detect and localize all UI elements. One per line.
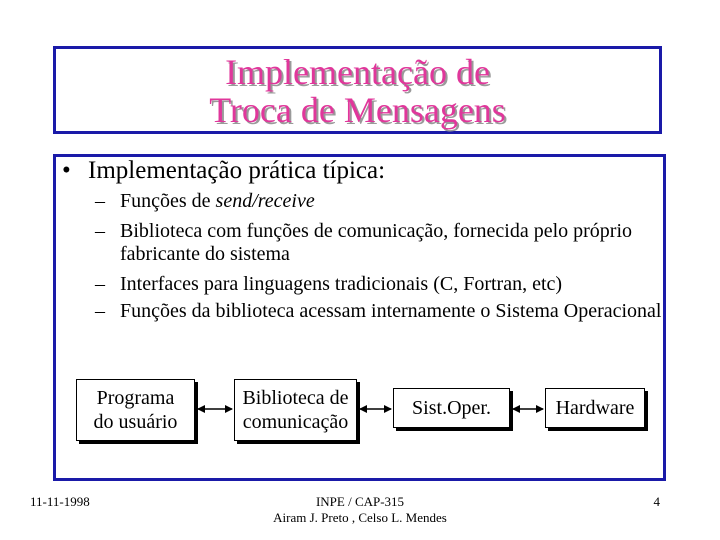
slide-title-line-2: Troca de Mensagens (209, 90, 506, 130)
footer-date: 11-11-1998 (30, 494, 90, 509)
sub-item-dash: – (95, 190, 105, 212)
sub-item-send-receive (95, 190, 665, 213)
main-bullet-text: Implementação prática típica: (88, 157, 386, 184)
slide-title-line-1: Implementação de (225, 52, 490, 92)
footer-page-number: 4 (653, 494, 660, 509)
node-sist-oper (393, 388, 510, 428)
bullet-marker: • (62, 157, 71, 184)
sub-item-dash: – (95, 273, 105, 295)
sub-item-text: Interfaces para linguagens tradicionais (C, Fortran, etc) (120, 273, 563, 295)
footer-course: INPE / CAP-315 (315, 494, 405, 509)
sub-item-interfaces (95, 273, 665, 296)
sub-item-dash: – (95, 300, 105, 322)
node-programa-usuario (76, 379, 195, 441)
sub-item-biblioteca (95, 220, 665, 266)
node-label-line-1: Biblioteca de (242, 387, 349, 409)
sub-item-funcoes (95, 300, 665, 323)
title-frame (53, 46, 662, 134)
sub-item-text: Funções da biblioteca acessam internamente o Sistema Operacional (120, 300, 662, 322)
footer-center (230, 494, 490, 526)
node-biblioteca-comunicacao (234, 379, 357, 441)
sub-item-dash: – (95, 220, 105, 242)
sub-item-italic: send/receive (215, 190, 315, 212)
sub-item-text: Biblioteca com funções de comunicação, fornecida pelo próprio fabricante do sistema (120, 220, 633, 265)
node-hardware (545, 388, 645, 428)
sub-item-text: Funções de (120, 190, 216, 212)
node-label-line-1: Programa (96, 387, 175, 409)
node-label-line-1: Hardware (555, 397, 635, 419)
main-bullet (62, 156, 385, 186)
node-label-line-1: Sist.Oper. (412, 397, 491, 419)
footer-authors: Airam J. Preto , Celso L. Mendes (273, 510, 447, 525)
node-label-line-2: do usuário (93, 411, 178, 433)
node-label-line-2: comunicação (242, 411, 349, 433)
